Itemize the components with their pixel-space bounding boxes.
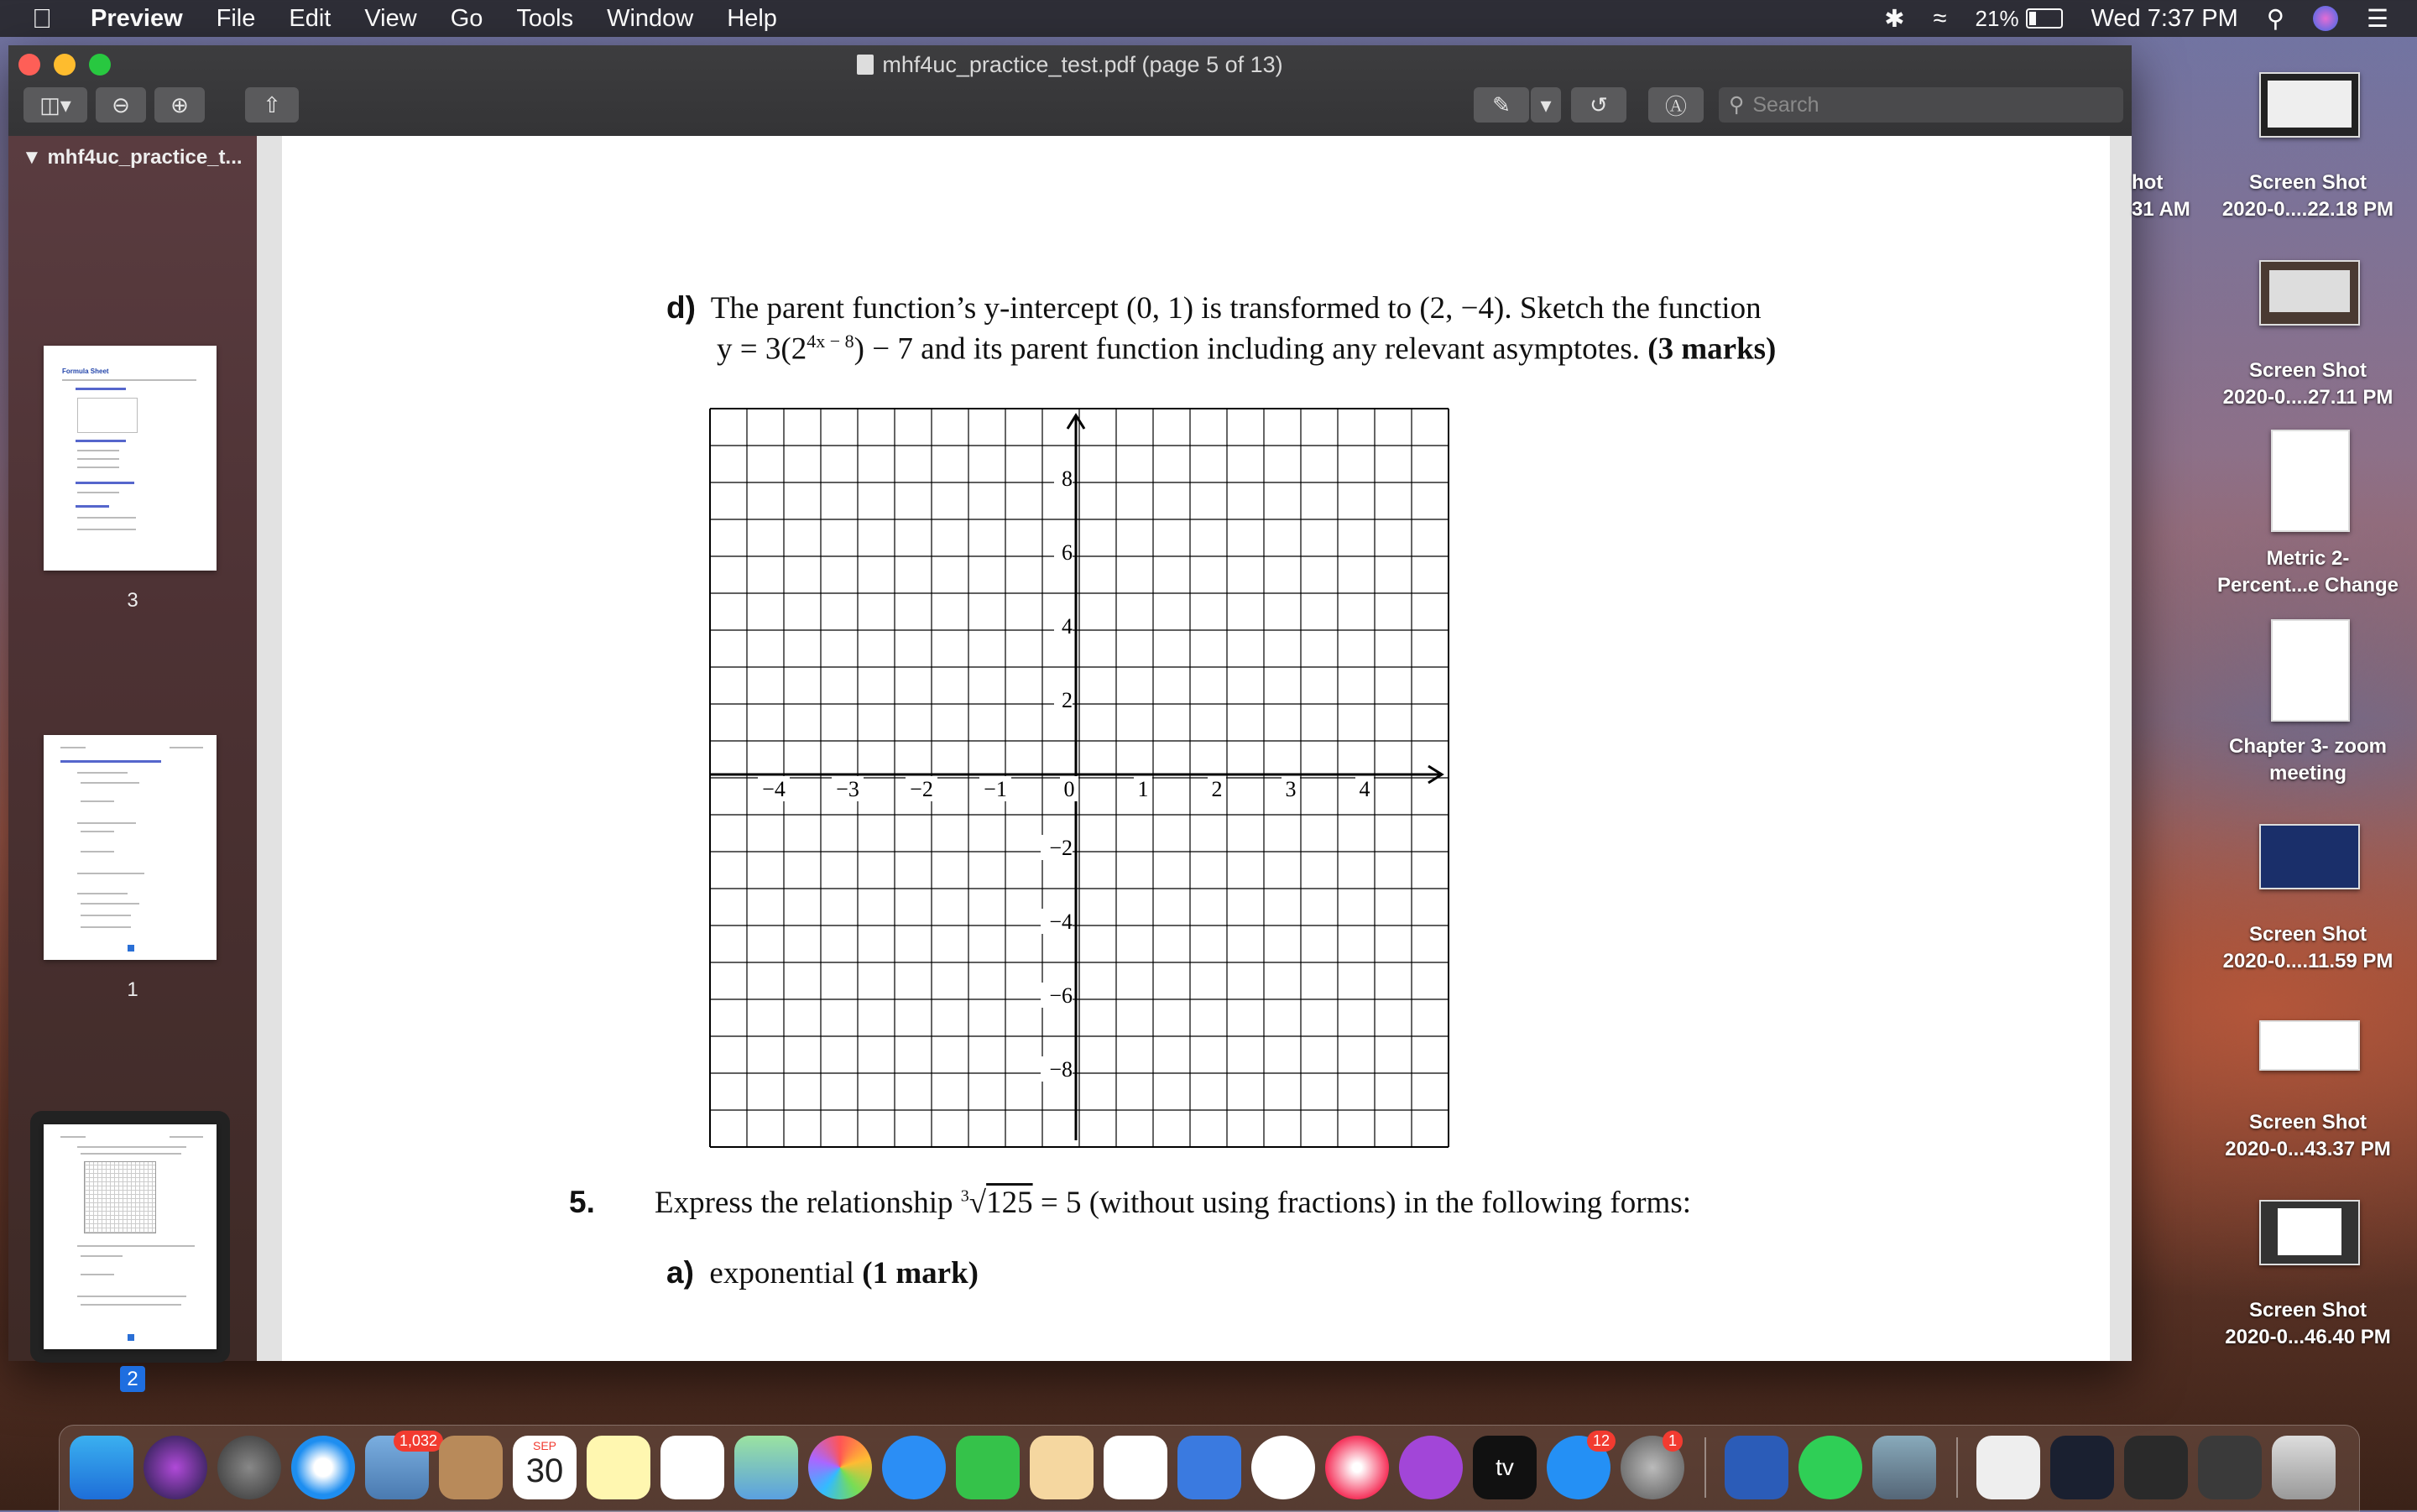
safari-icon[interactable] [291,1436,355,1499]
menu-bar [0,0,2417,37]
sidebar-toggle-button[interactable]: ◫▾ [23,87,87,123]
desktop-item-screenshot-4[interactable]: Screen Shot 2020-0...43.37 PM [2225,1111,2391,1160]
tick-label: −2 [910,777,933,801]
thumbnail-sidebar [8,136,257,1390]
share-button[interactable]: ⇧ [245,87,299,123]
battery-percent[interactable]: 21% [1975,5,2019,31]
rotate-icon[interactable]: ↺ [1571,87,1626,123]
siri-icon[interactable] [144,1436,207,1499]
system-preferences-badge: 1 [1663,1431,1683,1452]
page-number-label-selected: 2 [8,1368,257,1391]
facetime-icon[interactable] [956,1436,1020,1499]
window-title: mhf4uc_practice_test.pdf (page 5 of 13) [8,52,2132,78]
pages-icon[interactable] [1030,1436,1094,1499]
notification-center-icon[interactable]: ☰ [2367,5,2388,33]
tick-label: −3 [836,777,859,801]
page-margin [257,136,282,1361]
page-number-label: 3 [127,589,138,612]
bluetooth-icon[interactable]: ✱ [1884,5,1905,33]
clock[interactable]: Wed 7:37 PM [2091,4,2238,32]
search-icon: ⚲ [1729,93,1745,117]
tick-label: −2 [1049,836,1073,860]
word-icon[interactable] [1725,1436,1788,1499]
graph-grid [710,409,1449,1147]
tick-label: 0 [1063,777,1075,801]
menu-view[interactable]: View [364,4,417,32]
menu-help[interactable]: Help [727,4,777,32]
screenshot-icon[interactable] [2259,1020,2360,1071]
podcasts-icon[interactable] [1399,1436,1463,1499]
siri-icon[interactable] [2313,6,2338,31]
photos-icon[interactable] [808,1436,872,1499]
sidebar-document-title[interactable]: ▼ mhf4uc_practice_t... [22,146,243,169]
notes-icon[interactable] [587,1436,650,1499]
trash-icon[interactable] [2272,1436,2336,1499]
finder-icon[interactable] [70,1436,133,1499]
tick-label: 4 [1062,614,1073,639]
desktop-item-screenshot-5[interactable]: Screen Shot 2020-0...46.40 PM [2225,1299,2391,1348]
zoom-out-button[interactable]: ⊖ [96,87,146,123]
menu-edit[interactable]: Edit [289,4,331,32]
preview-window [8,45,2132,1390]
apple-menu-icon[interactable] [32,3,65,34]
wifi-icon[interactable]: ≈ [1933,4,1947,32]
search-placeholder: Search [1752,92,1819,117]
screenshot-icon[interactable] [2259,72,2360,138]
gridlines [710,409,1449,1147]
tick-label: 2 [1211,777,1223,801]
document-page[interactable] [257,136,2132,1361]
keynote-icon[interactable] [1177,1436,1241,1499]
desktop-item-screenshot-1[interactable]: Screen Shot 2020-0....22.18 PM [2221,171,2394,221]
tv-icon[interactable]: tv [1473,1436,1537,1499]
spotlight-icon[interactable]: ⚲ [2266,5,2284,33]
menu-window[interactable]: Window [607,4,694,32]
desktop-item-partial[interactable]: hot 31 AM [2132,171,2190,221]
screenshot-icon[interactable] [2259,824,2360,889]
messages-icon[interactable] [882,1436,946,1499]
tick-label: −4 [1049,910,1073,934]
screenshot-stack-icon[interactable] [2124,1436,2188,1499]
tick-label: 8 [1062,467,1073,491]
markup-icon[interactable]: Ⓐ [1648,87,1704,123]
zoom-in-button[interactable]: ⊕ [154,87,205,123]
app-store-badge: 12 [1587,1431,1616,1452]
page-margin [2110,136,2132,1361]
thumb-heading: Formula Sheet [62,368,109,375]
question-d-marks: (3 marks) [1647,331,1777,367]
document-icon[interactable] [2271,619,2350,722]
disclosure-triangle-icon[interactable]: ▼ [22,146,42,169]
dock-divider [1704,1437,1706,1498]
tick-label: −1 [984,777,1007,801]
tick-label: −4 [762,777,786,801]
highlight-menu-chevron-icon[interactable]: ▾ [1531,87,1561,123]
tick-label: 3 [1285,777,1297,801]
numbers-icon[interactable] [1104,1436,1167,1499]
desktop-item-chapter3[interactable]: Chapter 3- zoom meeting [2228,735,2387,785]
maps-icon[interactable] [734,1436,798,1499]
contacts-icon[interactable] [439,1436,503,1499]
document-icon [857,55,874,75]
tick-label: 1 [1137,777,1149,801]
question-5a: a) exponential (1 mark) [666,1255,979,1290]
music-icon[interactable] [1325,1436,1389,1499]
question-d-label: d) [666,290,696,325]
menu-file[interactable]: File [216,4,256,32]
tick-label: −8 [1049,1057,1073,1082]
document-icon[interactable] [2271,430,2350,532]
preview-icon[interactable] [1872,1436,1936,1499]
dock [59,1425,2360,1512]
highlight-icon[interactable]: ✎ [1474,87,1529,123]
page-thumbnail-3[interactable] [44,346,217,571]
question-d-line2: $y = 3(2^{4x - 8}) - 7$ and its parent function including any relevant asymptotes. (3 marks) [717,331,1777,367]
menu-tools[interactable]: Tools [516,4,574,32]
desktop-item-screenshot-2[interactable]: Screen Shot 2020-0....27.11 PM [2222,359,2394,409]
question-5-number: 5. [569,1185,595,1219]
tick-label: 4 [1359,777,1370,801]
menu-app-preview[interactable]: Preview [91,4,183,32]
launchpad-icon[interactable] [217,1436,281,1499]
question-5-text: Express the relationship $^3$√125 = 5 (without using fractions) in the following forms: [655,1186,1692,1220]
news-icon[interactable] [1251,1436,1315,1499]
question-d-line1: d) The parent function’s y-intercept (0, 1) is transformed to (2, −4). Sketch the function [666,290,1762,326]
mail-badge: 1,032 [394,1431,443,1452]
folder-stack-icon[interactable] [2198,1436,2262,1499]
screenshot-icon[interactable] [2259,260,2360,326]
desktop-item-screenshot-3[interactable]: Screen Shot 2020-0....11.59 PM [2222,923,2394,972]
page-thumbnail-2[interactable] [44,1124,217,1349]
screenshot-icon[interactable] [2259,1200,2360,1265]
desktop-item-metric[interactable]: Metric 2- Percent...e Change [2216,547,2399,597]
search-field[interactable] [1719,87,2123,123]
whatsapp-icon[interactable] [1798,1436,1862,1499]
calendar-icon[interactable]: SEP 30 [513,1436,577,1499]
tick-label: −6 [1049,983,1073,1008]
tick-label: 2 [1062,688,1073,712]
battery-icon[interactable] [2026,8,2063,29]
menu-go[interactable]: Go [450,4,483,32]
tick-label: 6 [1062,540,1073,565]
title-bar [8,45,2132,137]
page-thumbnail-1[interactable] [44,735,217,960]
dock-divider [1956,1437,1958,1498]
reminders-icon[interactable] [660,1436,724,1499]
page-number-label: 1 [127,978,138,1001]
downloads-stack-icon[interactable] [2050,1436,2114,1499]
documents-stack-icon[interactable] [1976,1436,2040,1499]
